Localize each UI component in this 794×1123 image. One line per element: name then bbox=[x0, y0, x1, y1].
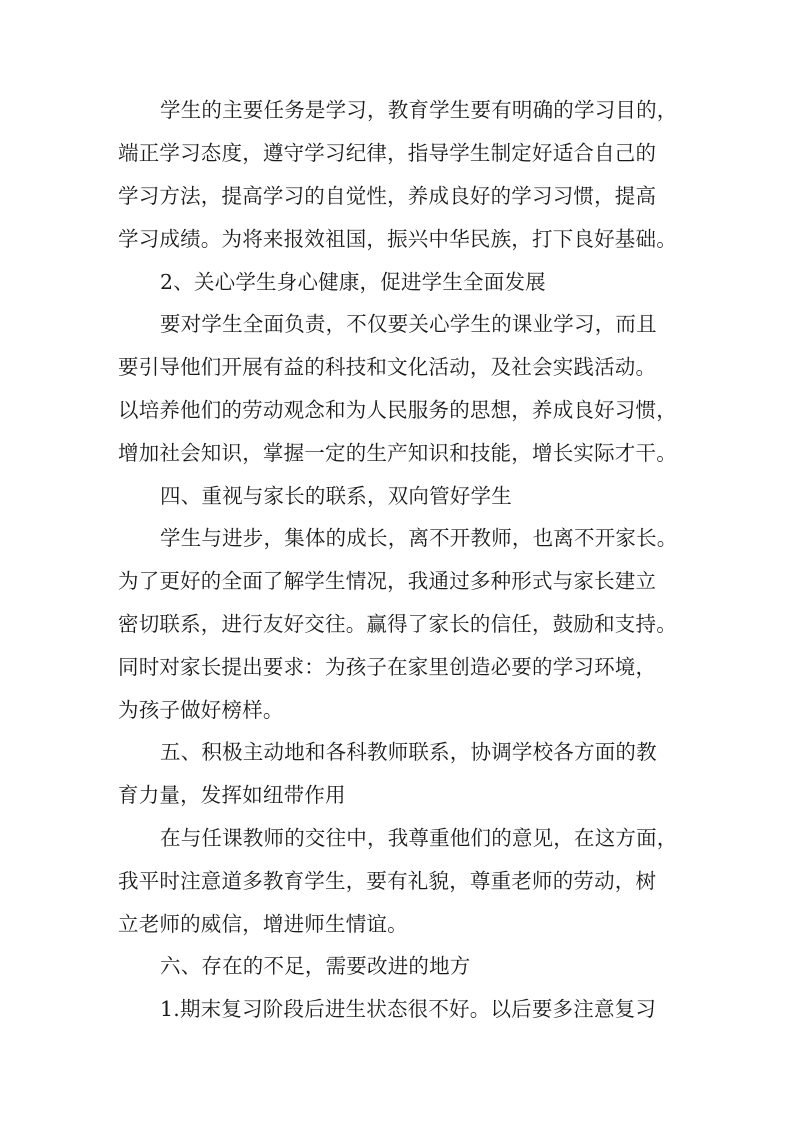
section-heading: 六、存在的不足，需要改进的地方 bbox=[160, 954, 471, 978]
paragraph-line: 学生与进步，集体的成长，离不开教师，也离不开家长。 bbox=[160, 526, 678, 550]
paragraph-line: 增加社会知识，掌握一定的生产知识和技能，增长实际才干。 bbox=[118, 441, 677, 465]
paragraph-line: 以培养他们的劳动观念和为人民服务的思想，养成良好习惯， bbox=[118, 398, 677, 422]
paragraph-line: 要引导他们开展有益的科技和文化活动，及社会实践活动。 bbox=[118, 355, 657, 379]
section-heading: 2、关心学生身心健康，促进学生全面发展 bbox=[160, 270, 546, 294]
paragraph-line: 学习成绩。为将来报效祖国，振兴中华民族，打下良好基础。 bbox=[118, 227, 677, 251]
section-heading: 四、重视与家长的联系，双向管好学生 bbox=[160, 484, 512, 508]
paragraph-line: 立老师的威信，增进师生情谊。 bbox=[118, 912, 408, 936]
section-heading: 育力量，发挥如纽带作用 bbox=[118, 783, 346, 807]
paragraph-line: 1.期末复习阶段后进生状态很不好。以后要多注意复习 bbox=[160, 997, 657, 1021]
paragraph-line: 端正学习态度，遵守学习纪律，指导学生制定好适合自己的 bbox=[118, 141, 657, 165]
paragraph-line: 我平时注意道多教育学生，要有礼貌，尊重老师的劳动，树 bbox=[118, 869, 657, 893]
paragraph-line: 同时对家长提出要求：为孩子在家里创造必要的学习环境， bbox=[118, 655, 657, 679]
paragraph-line: 要对学生全面负责，不仅要关心学生的课业学习，而且 bbox=[160, 312, 657, 336]
paragraph-line: 在与任课教师的交往中，我尊重他们的意见，在这方面， bbox=[160, 826, 678, 850]
paragraph-line: 密切联系，进行友好交往。赢得了家长的信任，鼓励和支持。 bbox=[118, 612, 677, 636]
section-heading: 五、积极主动地和各科教师联系，协调学校各方面的教 bbox=[160, 740, 657, 764]
paragraph-line: 为了更好的全面了解学生情况，我通过多种形式与家长建立 bbox=[118, 569, 657, 593]
paragraph-line: 学生的主要任务是学习，教育学生要有明确的学习目的， bbox=[160, 98, 678, 122]
paragraph-line: 为孩子做好榜样。 bbox=[118, 698, 284, 722]
paragraph-line: 学习方法，提高学习的自觉性，养成良好的学习习惯，提高 bbox=[118, 184, 657, 208]
